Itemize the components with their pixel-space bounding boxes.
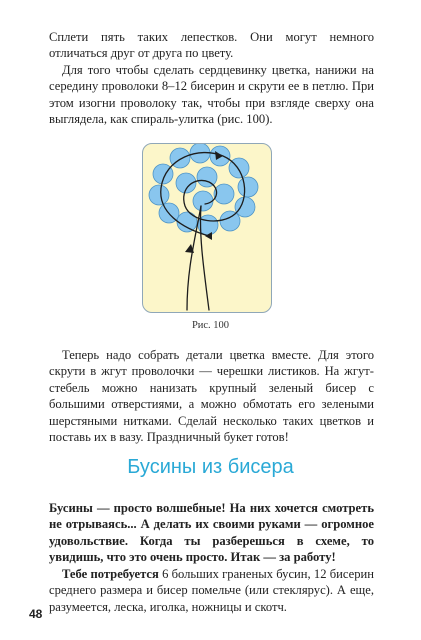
figure-caption: Рис. 100 xyxy=(191,320,230,331)
spiral-bead-illustration xyxy=(143,144,271,312)
materials-text: 6 больших граненых бусин, 12 бисерин среднего размера и бисер помельче (или стеклярус). А еще, разумеется, леска, иголка, ножницы и скотч. xyxy=(49,567,374,614)
bead xyxy=(238,177,258,197)
bead xyxy=(197,167,217,187)
paragraph-core: Для того чтобы сделать сердцевинку цветка, нанижи на середину проволоки 8–12 бисерин и скрути ее в петлю. При этом изогни проволоку так, чтобы при взгляде сверху она выглядела, как спираль-улитка (рис. 100). xyxy=(49,63,374,127)
bead xyxy=(193,191,213,211)
section-intro: Бусины — просто волшебные! На них хочется смотреть не отрываясь... А делать их своими руками — огромное удовольствие. Когда ты разберешься в схеме, то увидишь, что это очень просто. Итак — за работу! xyxy=(49,501,374,565)
bead xyxy=(149,185,169,205)
section-title: Бусины из бисера xyxy=(127,456,294,478)
bead-cluster xyxy=(149,144,258,235)
figure-100 xyxy=(142,143,272,313)
paragraph-petals: Сплети пять таких лепестков. Они могут немного отличаться друг от друга по цвету. xyxy=(49,30,374,61)
materials-paragraph xyxy=(49,566,374,615)
page-number: 48 xyxy=(29,607,43,621)
bead xyxy=(235,197,255,217)
bead xyxy=(220,211,240,231)
bead xyxy=(177,212,197,232)
paragraph-assembly: Теперь надо собрать детали цветка вместе. Для этого скрути в жгут проволочки — черешки листиков. На жгут-стебель можно нанизать крупный зеленый бисер с большими отверстиями, а можно обмотать его зелеными шерстяными нитками. Сделай несколько таких цветков и поставь их в вазу. Праздничный букет готов! xyxy=(49,348,374,445)
materials-lead: Тебе потребуется xyxy=(62,567,159,581)
